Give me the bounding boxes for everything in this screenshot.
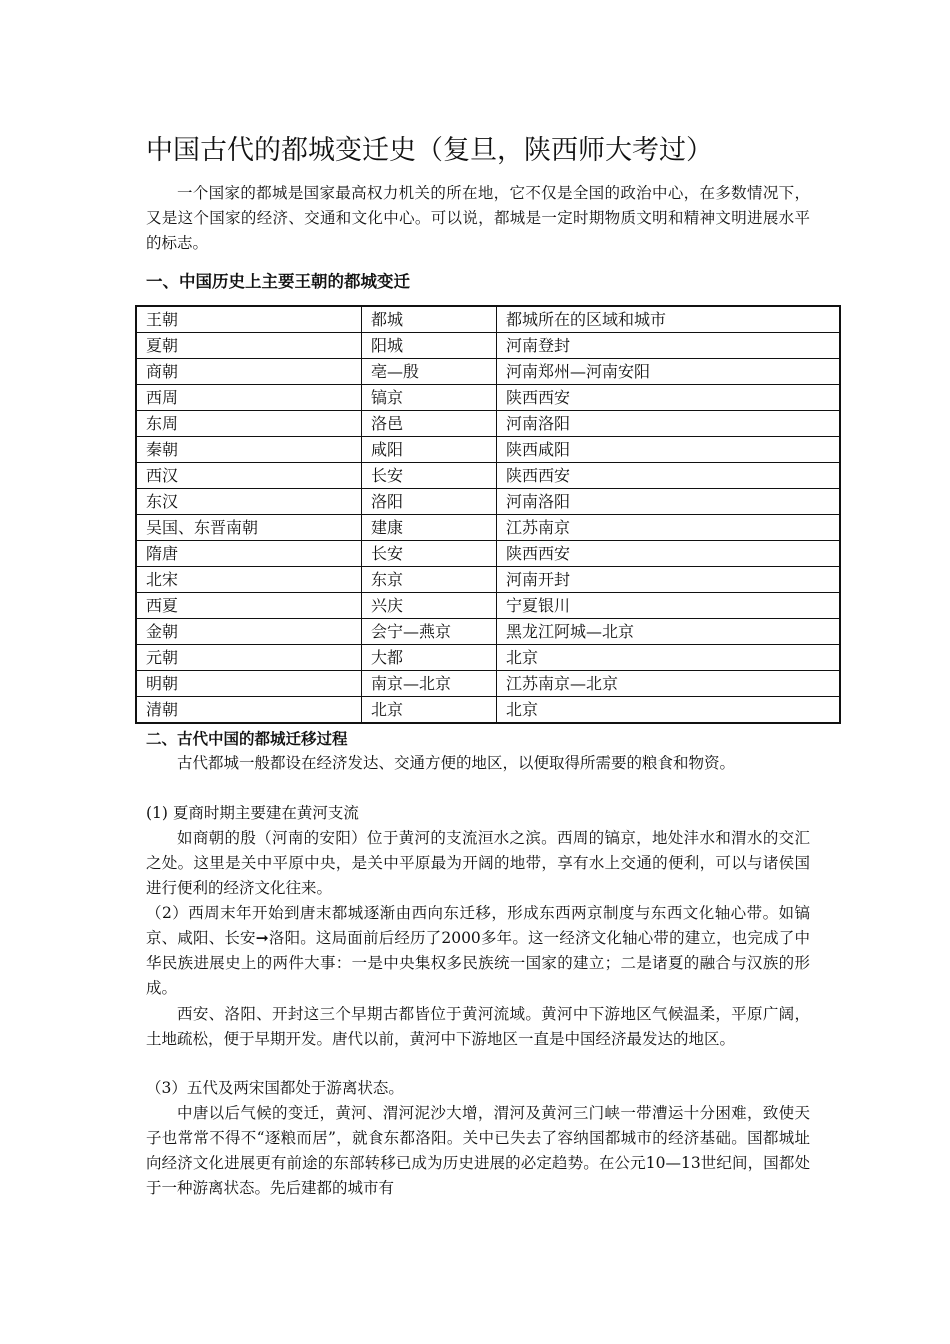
cell-dynasty: 西汉 <box>136 463 362 489</box>
cell-location: 河南登封 <box>497 333 841 359</box>
paragraph-west-to-east: （2）西周末年开始到唐末都城逐渐由西向东迁移，形成东西两京制度与东西文化轴心带。如镐京、咸阳、长安➞洛阳。这局面前后经历了2000多年。这一经济文化轴心带的建立，也完成了中华民族进展史上的两件大事：一是中央集权多民族统一国家的建立；二是诸夏的融合与汉族的形成。 <box>146 904 810 997</box>
cell-capital: 亳—殷 <box>362 359 497 385</box>
section-heading-dynasties: 一、中国历史上主要王朝的都城变迁 <box>146 272 410 291</box>
table-row <box>136 463 840 489</box>
cell-capital: 洛阳 <box>362 489 497 515</box>
cell-location: 陕西咸阳 <box>497 437 841 463</box>
cell-dynasty: 隋唐 <box>136 541 362 567</box>
cell-capital: 会宁—燕京 <box>362 619 497 645</box>
cell-location: 河南洛阳 <box>497 489 841 515</box>
cell-location: 河南开封 <box>497 567 841 593</box>
table-row <box>136 333 840 359</box>
table-header-row <box>136 306 840 333</box>
cell-dynasty: 秦朝 <box>136 437 362 463</box>
cell-location: 北京 <box>497 697 841 724</box>
cell-dynasty: 东汉 <box>136 489 362 515</box>
table-row <box>136 593 840 619</box>
cell-capital: 咸阳 <box>362 437 497 463</box>
cell-capital: 南京—北京 <box>362 671 497 697</box>
cell-capital: 洛邑 <box>362 411 497 437</box>
cell-location: 陕西西安 <box>497 541 841 567</box>
section-heading-migration: 二、古代中国的都城迁移过程 <box>146 729 348 748</box>
table-row <box>136 515 840 541</box>
cell-dynasty: 西周 <box>136 385 362 411</box>
page-title: 中国古代的都城变迁史（复旦，陕西师大考过） <box>146 135 713 166</box>
table-row <box>136 437 840 463</box>
table-row <box>136 385 840 411</box>
cell-capital: 东京 <box>362 567 497 593</box>
table-row <box>136 489 840 515</box>
paragraph-mid-tang: 中唐以后气候的变迁，黄河、渭河泥沙大增，渭河及黄河三门峡一带漕运十分困难，致使天子也常常不得不“逐粮而居”，就食东都洛阳。关中已失去了容纳国都城市的经济基础。国都城址向经济文化进展更有前途的东部转移已成为历史进展的必定趋势。在公元10—13世纪间，国都处于一种游离状态。先后建都的城市有 <box>146 1104 810 1197</box>
cell-dynasty: 夏朝 <box>136 333 362 359</box>
cell-capital: 建康 <box>362 515 497 541</box>
cell-location: 北京 <box>497 645 841 671</box>
cell-capital: 长安 <box>362 541 497 567</box>
cell-dynasty: 清朝 <box>136 697 362 724</box>
cell-capital: 镐京 <box>362 385 497 411</box>
cell-location: 陕西西安 <box>497 385 841 411</box>
cell-capital: 长安 <box>362 463 497 489</box>
cell-capital: 阳城 <box>362 333 497 359</box>
paragraph-xia-shang: 如商朝的殷（河南的安阳）位于黄河的支流洹水之滨。西周的镐京，地处沣水和渭水的交汇之处。这里是关中平原中央，是关中平原最为开阔的地带，享有水上交通的便利，可以与诸侯国进行便利的经济文化往来。 <box>146 829 810 897</box>
cell-dynasty: 商朝 <box>136 359 362 385</box>
table-row <box>136 671 840 697</box>
table-row <box>136 411 840 437</box>
cell-dynasty: 元朝 <box>136 645 362 671</box>
table-row <box>136 541 840 567</box>
cell-dynasty: 金朝 <box>136 619 362 645</box>
cell-dynasty: 西夏 <box>136 593 362 619</box>
cell-dynasty: 东周 <box>136 411 362 437</box>
table-row <box>136 697 840 724</box>
paragraph-yellow-river: 西安、洛阳、开封这三个早期古都皆位于黄河流域。黄河中下游地区气候温柔，平原广阔，土地疏松，便于早期开发。唐代以前，黄河中下游地区一直是中国经济最发达的地区。 <box>146 1005 810 1048</box>
cell-capital: 兴庆 <box>362 593 497 619</box>
header-location: 都城所在的区域和城市 <box>497 306 841 333</box>
header-dynasty: 王朝 <box>136 306 362 333</box>
cell-dynasty: 明朝 <box>136 671 362 697</box>
header-capital: 都城 <box>362 306 497 333</box>
cell-capital: 北京 <box>362 697 497 724</box>
table-row <box>136 645 840 671</box>
cell-location: 黑龙江阿城—北京 <box>497 619 841 645</box>
cell-location: 河南洛阳 <box>497 411 841 437</box>
table-row <box>136 359 840 385</box>
cell-location: 江苏南京 <box>497 515 841 541</box>
cell-dynasty: 北宋 <box>136 567 362 593</box>
table-row <box>136 619 840 645</box>
table-row <box>136 567 840 593</box>
cell-location: 江苏南京—北京 <box>497 671 841 697</box>
cell-capital: 大都 <box>362 645 497 671</box>
capitals-table <box>135 305 841 724</box>
paragraph-general: 古代都城一般都设在经济发达、交通方便的地区，以便取得所需要的粮食和物资。 <box>177 754 736 772</box>
cell-location: 陕西西安 <box>497 463 841 489</box>
subheading-five-dynasties: （3）五代及两宋国都处于游离状态。 <box>146 1079 404 1097</box>
cell-dynasty: 吴国、东晋南朝 <box>136 515 362 541</box>
subheading-xia-shang: (1) 夏商时期主要建在黄河支流 <box>146 804 359 822</box>
cell-location: 宁夏银川 <box>497 593 841 619</box>
intro-paragraph: 一个国家的都城是国家最高权力机关的所在地，它不仅是全国的政治中心，在多数情况下，又是这个国家的经济、交通和文化中心。可以说，都城是一定时期物质文明和精神文明进展水平的标志。 <box>146 184 810 252</box>
cell-location: 河南郑州—河南安阳 <box>497 359 841 385</box>
